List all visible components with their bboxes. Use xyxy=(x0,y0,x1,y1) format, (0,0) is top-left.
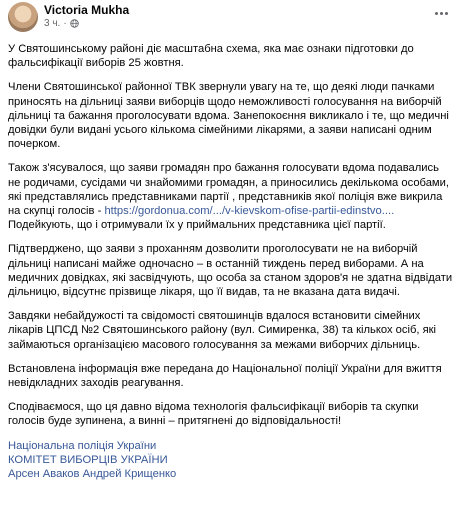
tag-avakov-kryshchenko[interactable]: Арсен Аваков Андрей Крищенко xyxy=(8,468,177,481)
tag-police[interactable]: Національна поліція України xyxy=(8,439,157,452)
paragraph-2: Члени Святошинської районної ТВК звернули увагу на те, що деякі люди пачками приносять на дільниці заяви виборців щодо неможливості голосування на виборчій дільниці та бажання проголосувати вдома. Занепокоєння викликало і те, що медичні довідки були видані усього кількома сімейними лікарями, а заяви написані одним почерком. xyxy=(8,81,449,151)
post-body xyxy=(8,42,454,481)
tag-voters-committee[interactable]: КОМІТЕТ ВИБОРЦІВ УКРАЇНИ xyxy=(8,453,168,466)
paragraph-1: У Святошинському районі діє масштабна схема, яка має ознаки підготовки до фальсифікації виборів 25 жовтня. xyxy=(8,43,414,70)
paragraph-4: Підтверджено, що заяви з проханням дозволити проголосувати не на виборчій дільниці написані майже одночасно – в останній тиждень перед виборами. А на медичних довідках, які засвідчують, що особа за станом здоров'я не здатна відвідати дільницю, відсутнє прізвище лікаря, що її видав, та не вказана дата видачі. xyxy=(8,243,453,299)
more-options-button[interactable] xyxy=(431,6,451,20)
post-time[interactable]: 3 ч. xyxy=(44,18,61,29)
post-meta xyxy=(44,18,79,29)
tags-block xyxy=(8,439,454,482)
article-link[interactable]: https://gordonua.com/.../v-kievskom-ofise-partii-edinstvo.... xyxy=(104,205,395,218)
paragraph-7: Сподіваємося, що ця давно відома технологія фальсифікації виборів та скупки голосів буде зупинена, а винні – притягнені до відповідальності! xyxy=(8,401,419,428)
globe-icon xyxy=(70,19,79,28)
paragraph-3-text-after: Подейкують, що і отримували їх у приймальних представника цієї партії. xyxy=(8,219,386,232)
more-horizontal-icon xyxy=(435,12,438,15)
paragraph-3-text: Також з'ясувалося, що заяви громадян про бажання голосувати вдома подавались не родичами, сусідами чи знайомими громадян, а приносились декількома особами, які представлялись представниками партії , представників якої поліція вже викрила на скупці голосів - xyxy=(8,162,449,218)
paragraph-5: Завдяки небайдужості та свідомості святошинців вдалося встановити сімейних лікарів ЦПСД №2 Святошинського району (вул. Симиренка, 38) та кількох осіб, які займаються організацією масового голосування за межами виборчих дільниць. xyxy=(8,310,437,351)
paragraph-3 xyxy=(8,161,454,232)
meta-separator: · xyxy=(63,18,67,29)
author-name[interactable]: Victoria Mukha xyxy=(44,3,130,17)
avatar[interactable] xyxy=(8,2,38,32)
post-header xyxy=(0,0,461,38)
paragraph-6: Встановлена інформація вже передана до Національної поліції України для вжиття невідкладних заходів реагування. xyxy=(8,362,442,390)
